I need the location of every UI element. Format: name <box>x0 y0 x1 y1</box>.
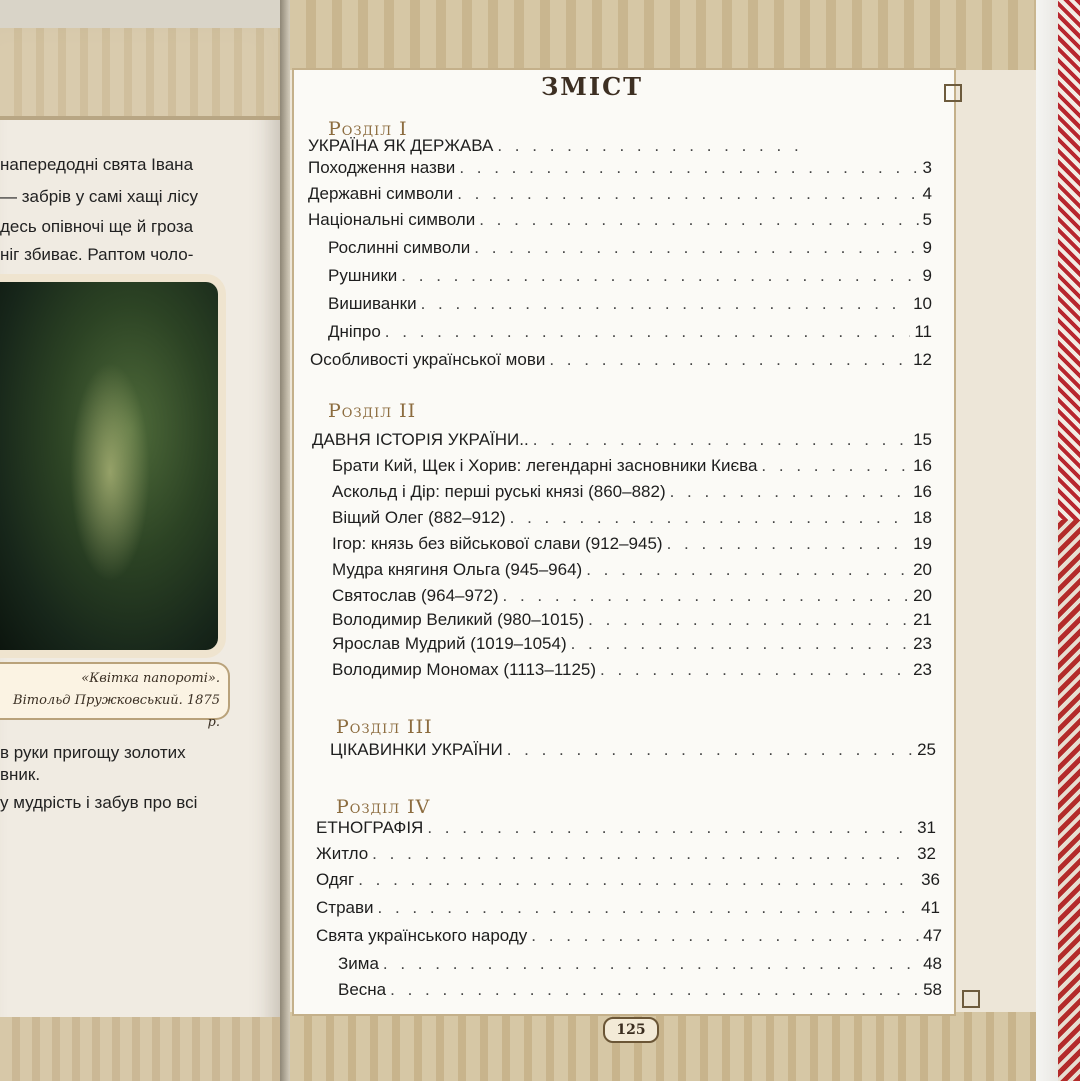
leader-dots <box>358 870 917 890</box>
illustration-caption <box>0 662 230 730</box>
toc-entry-title: ЦІКАВИНКИ УКРАЇНИ <box>330 740 503 759</box>
toc-entry <box>332 456 932 476</box>
leader-dots <box>531 926 919 946</box>
leader-dots <box>390 980 919 1000</box>
leader-dots <box>401 266 918 286</box>
toc-entry-title: Свята українського народу <box>316 926 528 945</box>
toc-entry <box>328 294 932 314</box>
leader-dots <box>571 634 909 654</box>
toc-entry-title: Мудра княгиня Ольга (945–964) <box>332 560 583 579</box>
toc-heading: ЗМІСТ <box>540 72 644 101</box>
toc-entry-title: Зима <box>338 954 379 973</box>
left-text-line: ніг збиває. Раптом чоло- <box>0 245 194 264</box>
leader-dots <box>459 158 918 178</box>
toc-page-number: 18 <box>913 508 932 527</box>
leader-dots <box>503 586 910 606</box>
toc-entry <box>332 508 932 528</box>
toc-entry <box>312 430 932 450</box>
corner-ornament-icon <box>962 990 980 1008</box>
toc-entry-title: Аскольд і Дір: перші руські князі (860–882) <box>332 482 666 501</box>
leader-dots <box>378 898 918 918</box>
toc-entry <box>316 844 936 864</box>
leader-dots <box>372 844 913 864</box>
toc-entry <box>308 184 932 204</box>
toc-entry <box>332 586 932 606</box>
toc-entry-title: Весна <box>338 980 387 999</box>
toc-entry <box>316 926 942 946</box>
toc-entry <box>332 534 932 554</box>
toc-entry-title: Святослав (964–972) <box>332 586 499 605</box>
left-text-line: у мудрість і забув про всі <box>0 793 198 812</box>
toc-page-number: 4 <box>922 184 932 203</box>
toc-entry <box>328 266 932 286</box>
toc-entry-title: Дніпро <box>328 322 381 341</box>
left-text-line: вник. <box>0 765 41 784</box>
leader-dots <box>533 430 909 450</box>
toc-entry-title: Національні символи <box>308 210 476 229</box>
embroidered-towel-lower <box>1058 520 1080 1081</box>
leader-dots <box>474 238 918 258</box>
toc-entry-title: ЕТНОГРАФІЯ <box>316 818 424 837</box>
caption-author: Вітольд Пружковський. 1875 р. <box>13 693 220 730</box>
toc-page-number: 41 <box>921 898 940 917</box>
leader-dots <box>761 456 909 476</box>
left-text-line: в руки пригощу золотих <box>0 743 186 762</box>
toc-entry <box>332 482 932 502</box>
toc-page-number: 25 <box>917 740 936 759</box>
leader-dots <box>588 610 909 630</box>
leader-dots <box>457 184 918 204</box>
toc-entry-title: Вишиванки <box>328 294 417 313</box>
toc-page-number: 19 <box>913 534 932 553</box>
toc-entry <box>328 322 932 342</box>
leader-dots <box>497 136 804 156</box>
leader-dots <box>421 294 909 314</box>
toc-page-number: 21 <box>913 610 932 629</box>
toc-page-number: 20 <box>913 560 932 579</box>
toc-page-number: 9 <box>922 238 932 257</box>
toc-entry <box>308 210 932 230</box>
toc-page-number: 23 <box>913 634 932 653</box>
toc-page-number: 36 <box>921 870 940 889</box>
leader-dots <box>667 534 910 554</box>
toc-entry <box>308 158 932 178</box>
section-title: Розділ IV <box>336 796 431 818</box>
leader-dots <box>383 954 919 974</box>
toc-page-number: 32 <box>917 844 936 863</box>
left-text-line: напередодні свята Івана <box>0 155 194 174</box>
toc-entry-title: Брати Кий, Щек і Хорив: легендарні засновники Києва <box>332 456 758 475</box>
toc-entry-title: Страви <box>316 898 374 917</box>
leader-dots <box>549 350 909 370</box>
leader-dots <box>586 560 909 580</box>
toc-entry <box>332 660 932 680</box>
toc-entry <box>308 136 808 156</box>
toc-entry <box>332 634 932 654</box>
toc-entry-title: Державні символи <box>308 184 454 203</box>
leader-dots <box>510 508 909 528</box>
section-title: Розділ I <box>328 118 408 140</box>
toc-entry-title: Одяг <box>316 870 355 889</box>
toc-page-number: 16 <box>913 456 932 475</box>
forest-illustration <box>0 282 218 650</box>
toc-page-number: 15 <box>913 430 932 449</box>
right-page-ornament-border <box>290 0 1036 70</box>
toc-entry-title: Ігор: князь без військової слави (912–945) <box>332 534 663 553</box>
left-page-bottom-ornament <box>0 1017 288 1081</box>
toc-entry-title: Ярослав Мудрий (1019–1054) <box>332 634 567 653</box>
toc-page-number: 16 <box>913 482 932 501</box>
toc-page-number: 23 <box>913 660 932 679</box>
toc-entry-title: Рушники <box>328 266 398 285</box>
section-title: Розділ III <box>336 716 433 738</box>
toc-entry-title: Житло <box>316 844 369 863</box>
toc-entry <box>310 350 932 370</box>
leader-dots <box>427 818 913 838</box>
toc-entry-title: Володимир Великий (980–1015) <box>332 610 585 629</box>
page-number: 125 <box>603 1017 659 1043</box>
toc-entry-title: Володимир Мономах (1113–1125) <box>332 660 597 679</box>
right-page-bottom-ornament <box>290 1012 1036 1081</box>
leader-dots <box>600 660 909 680</box>
leader-dots <box>479 210 918 230</box>
toc-entry <box>316 818 936 838</box>
toc-entry <box>332 560 932 580</box>
toc-entry-title: ДАВНЯ ІСТОРІЯ УКРАЇНИ.. <box>312 430 529 449</box>
section-title: Розділ II <box>328 400 417 422</box>
leader-dots <box>670 482 909 502</box>
toc-entry-title: Віщий Олег (882–912) <box>332 508 506 527</box>
toc-entry <box>328 238 932 258</box>
left-text-line: десь опівночі ще й гроза <box>0 217 194 236</box>
toc-entry-title: Рослинні символи <box>328 238 471 257</box>
leader-dots <box>385 322 911 342</box>
toc-page-number: 5 <box>922 210 932 229</box>
toc-entry <box>330 740 936 760</box>
toc-page-number: 20 <box>913 586 932 605</box>
toc-page-number: 3 <box>922 158 932 177</box>
toc-page-number: 11 <box>914 322 932 341</box>
toc-entry <box>332 610 932 630</box>
leader-dots <box>507 740 913 760</box>
toc-page-number: 31 <box>917 818 936 837</box>
toc-page-number: 58 <box>923 980 942 999</box>
toc-page-number: 10 <box>913 294 932 313</box>
toc-entry-title: Походження назви <box>308 158 456 177</box>
toc-page-number: 12 <box>913 350 932 369</box>
left-text-line: — забрів у самі хащі лісу <box>0 187 199 206</box>
toc-page-number: 9 <box>922 266 932 285</box>
toc-entry <box>316 898 940 918</box>
forest-light <box>70 362 150 582</box>
toc-entry <box>338 980 942 1000</box>
toc-page-number: 48 <box>923 954 942 973</box>
toc-entry-title: УКРАЇНА ЯК ДЕРЖАВА <box>308 136 494 155</box>
toc-page-number: 47 <box>923 926 942 945</box>
toc-entry-title: Особливості української мови <box>310 350 546 369</box>
toc-entry <box>316 870 940 890</box>
next-page-edge <box>1036 0 1058 1081</box>
caption-title: «Квітка папороті». <box>81 671 220 686</box>
toc-entry <box>338 954 942 974</box>
